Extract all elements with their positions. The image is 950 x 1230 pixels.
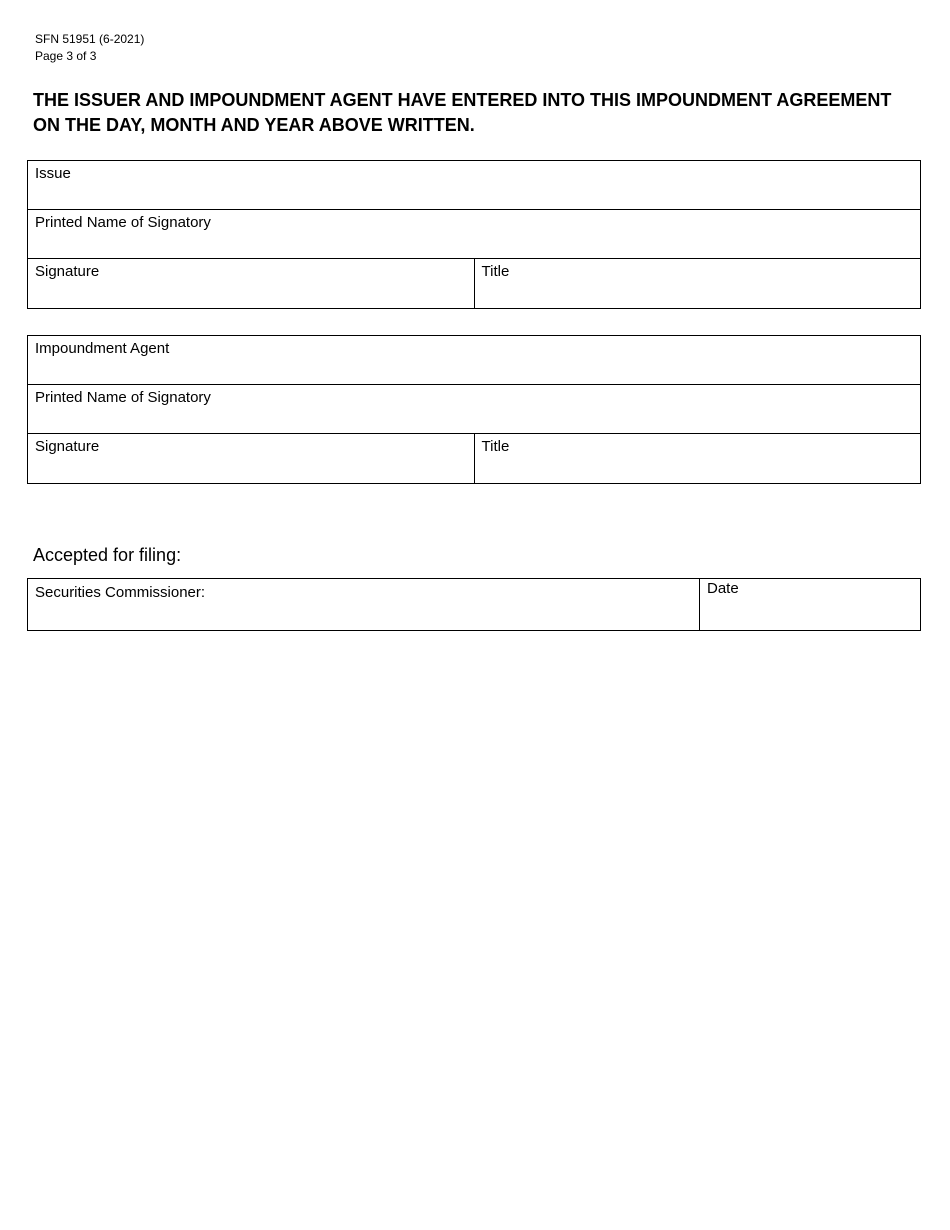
form-number: SFN 51951 (6-2021) bbox=[35, 32, 145, 46]
agent-row bbox=[28, 336, 920, 385]
accepted-for-filing-label: Accepted for filing: bbox=[33, 545, 182, 565]
issue-label: Issue bbox=[35, 165, 71, 182]
issuer-signature-field[interactable] bbox=[28, 259, 474, 308]
issuer-signature-label: Signature bbox=[35, 263, 100, 280]
issue-row bbox=[28, 161, 920, 210]
agent-title-label: Title bbox=[481, 438, 510, 455]
impoundment-agent-label: Impoundment Agent bbox=[35, 340, 170, 357]
agent-printed-name-label: Printed Name of Signatory bbox=[35, 389, 211, 406]
filing-date-field[interactable] bbox=[699, 579, 920, 630]
issue-field[interactable] bbox=[28, 161, 920, 209]
agent-signature-label: Signature bbox=[35, 438, 100, 455]
page-number: Page 3 of 3 bbox=[35, 49, 97, 63]
agreement-heading: THE ISSUER AND IMPOUNDMENT AGENT HAVE ENTERED INTO THIS IMPOUNDMENT AGREEMENT ON THE DAY, MONTH AND YEAR ABOVE WRITTEN. bbox=[33, 90, 892, 135]
impoundment-agent-field[interactable] bbox=[28, 336, 920, 384]
agent-printed-name-field[interactable] bbox=[28, 385, 920, 433]
filing-block bbox=[27, 578, 921, 631]
filing-date-label: Date bbox=[707, 580, 739, 597]
agent-title-field[interactable] bbox=[474, 434, 921, 483]
form-meta bbox=[35, 31, 144, 65]
agent-signature-block bbox=[27, 335, 921, 484]
filing-row bbox=[28, 579, 920, 630]
agent-signature-row bbox=[28, 434, 920, 483]
agent-signature-field[interactable] bbox=[28, 434, 474, 483]
issuer-title-field[interactable] bbox=[474, 259, 921, 308]
securities-commissioner-field[interactable] bbox=[28, 579, 699, 630]
issuer-signature-block bbox=[27, 160, 921, 309]
issuer-printed-name-field[interactable] bbox=[28, 210, 920, 258]
issuer-printed-name-label: Printed Name of Signatory bbox=[35, 214, 211, 231]
issuer-signature-row bbox=[28, 259, 920, 308]
issuer-title-label: Title bbox=[481, 263, 510, 280]
agent-printed-name-row bbox=[28, 385, 920, 434]
issuer-printed-name-row bbox=[28, 210, 920, 259]
securities-commissioner-label: Securities Commissioner: bbox=[35, 584, 206, 601]
